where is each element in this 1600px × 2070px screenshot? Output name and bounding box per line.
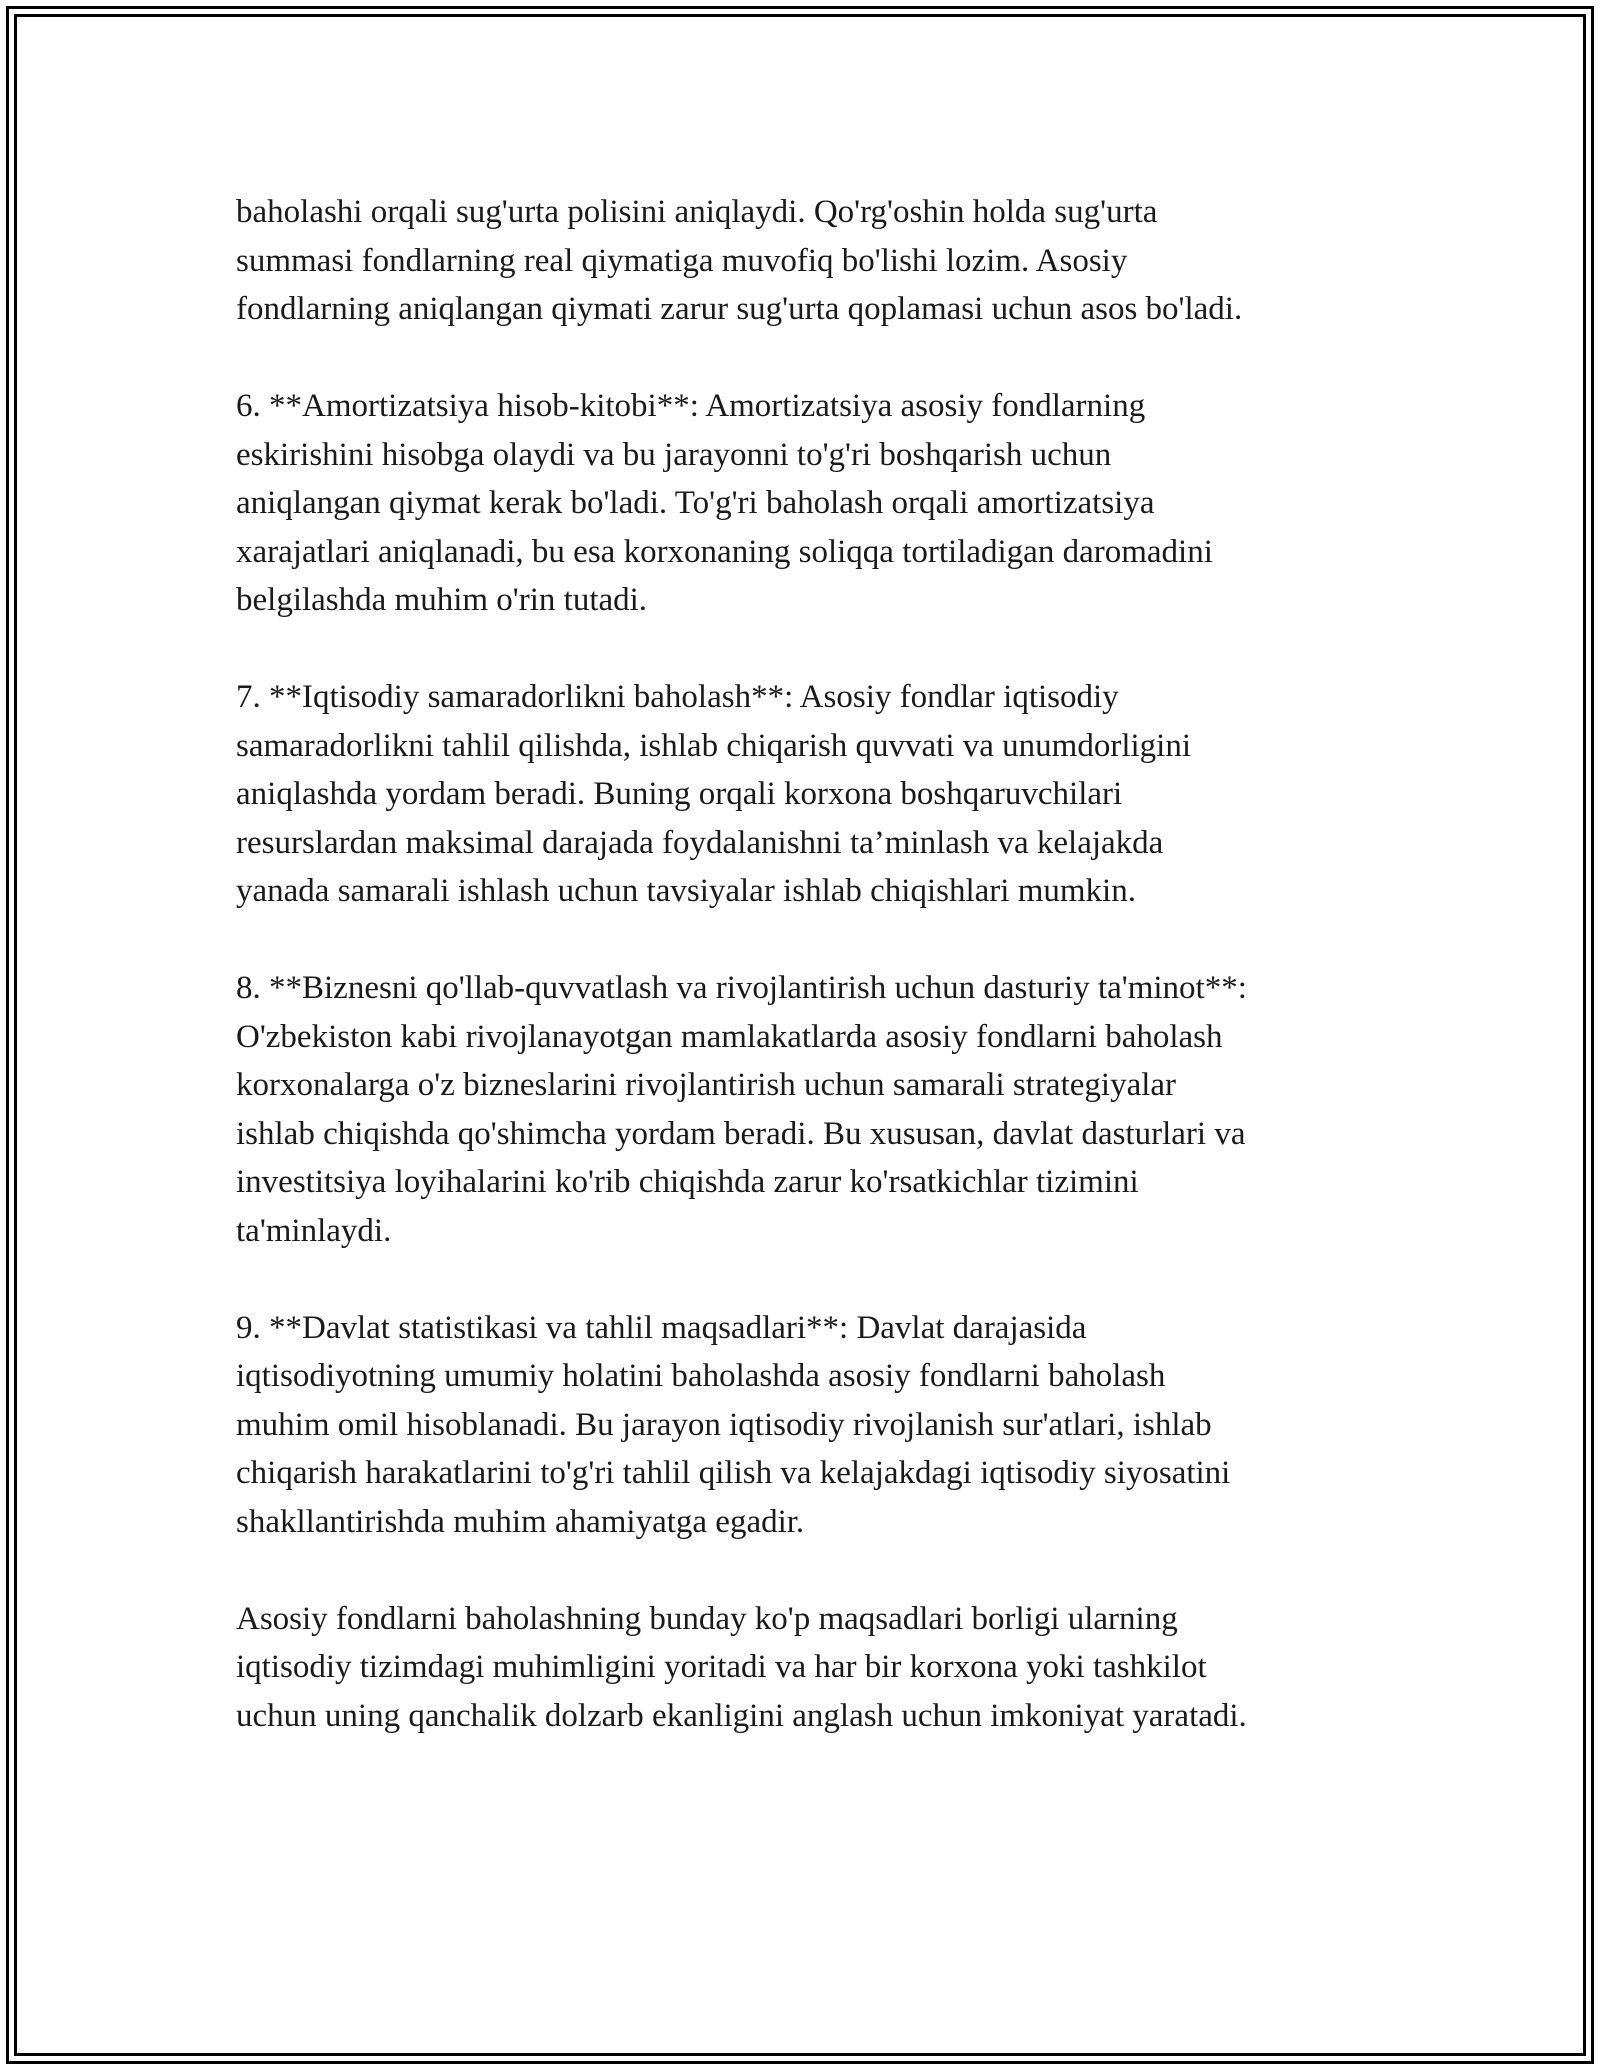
document-body — [236, 188, 1376, 1789]
paragraph-conclusion: Asosiy fondlarni baholashning bunday ko'p maqsadlari borligi ularning iqtisodiy tizimdagi muhimligini yoritadi va har bir korxona yoki tashkilot uchun uning qanchalik dolzarb ekanligini anglash uchun imkoniyat yaratadi. — [236, 1600, 1247, 1734]
paragraph-item-7-efficiency: 7. **Iqtisodiy samaradorlikni baholash**: Asosiy fondlar iqtisodiy samaradorlikni tahlil qilishda, ishlab chiqarish quvvati va unumdorligini aniqlashda yordam beradi. Buning orqali korxona boshqaruvchilari resurslardan maksimal darajada foydalanishni ta’minlash va kelajakda yanada samarali ishlash uchun tavsiyalar ishlab chiqishlari mumkin. — [236, 679, 1192, 909]
paragraph-item-6-amortization: 6. **Amortizatsiya hisob-kitobi**: Amortizatsiya asosiy fondlarning eskirishini hisobga olaydi va bu jarayonni to'g'ri boshqarish uchun aniqlangan qiymat kerak bo'ladi. To'g'ri baholash orqali amortizatsiya xarajatlari aniqlanadi, bu esa korxonaning soliqqa tortiladigan daromadini belgilashda muhim o'rin tutadi. — [236, 388, 1213, 618]
paragraph-insurance-continuation: baholashi orqali sug'urta polisini aniqlaydi. Qo'rg'oshin holda sug'urta summasi fondlarning real qiymatiga muvofiq bo'lishi lozim. Asosiy fondlarning aniqlangan qiymati zarur sug'urta qoplamasi uchun asos bo'ladi. — [236, 194, 1243, 327]
paragraph-item-9-state-statistics: 9. **Davlat statistikasi va tahlil maqsadlari**: Davlat darajasida iqtisodiyotning umumiy holatini baholashda asosiy fondlarni baholash muhim omil hisoblanadi. Bu jarayon iqtisodiy rivojlanish sur'atlari, ishlab chiqarish harakatlarini to'g'ri tahlil qilish va kelajakdagi iqtisodiy siyosatini shakllantirishda muhim ahamiyatga egadir. — [236, 1309, 1231, 1540]
paragraph-item-8-business-support: 8. **Biznesni qo'llab-quvvatlash va rivojlantirish uchun dasturiy ta'minot**: O'zbekiston kabi rivojlanayotgan mamlakatlarda asosiy fondlarni baholash korxonalarga o'z bizneslarini rivojlantirish uchun samarali strategiyalar ishlab chiqishda qo'shimcha yordam beradi. Bu xususan, davlat dasturlari va investitsiya loyihalarini ko'rib chiqishda zarur ko'rsatkichlar tizimini ta'minlaydi. — [236, 970, 1247, 1249]
